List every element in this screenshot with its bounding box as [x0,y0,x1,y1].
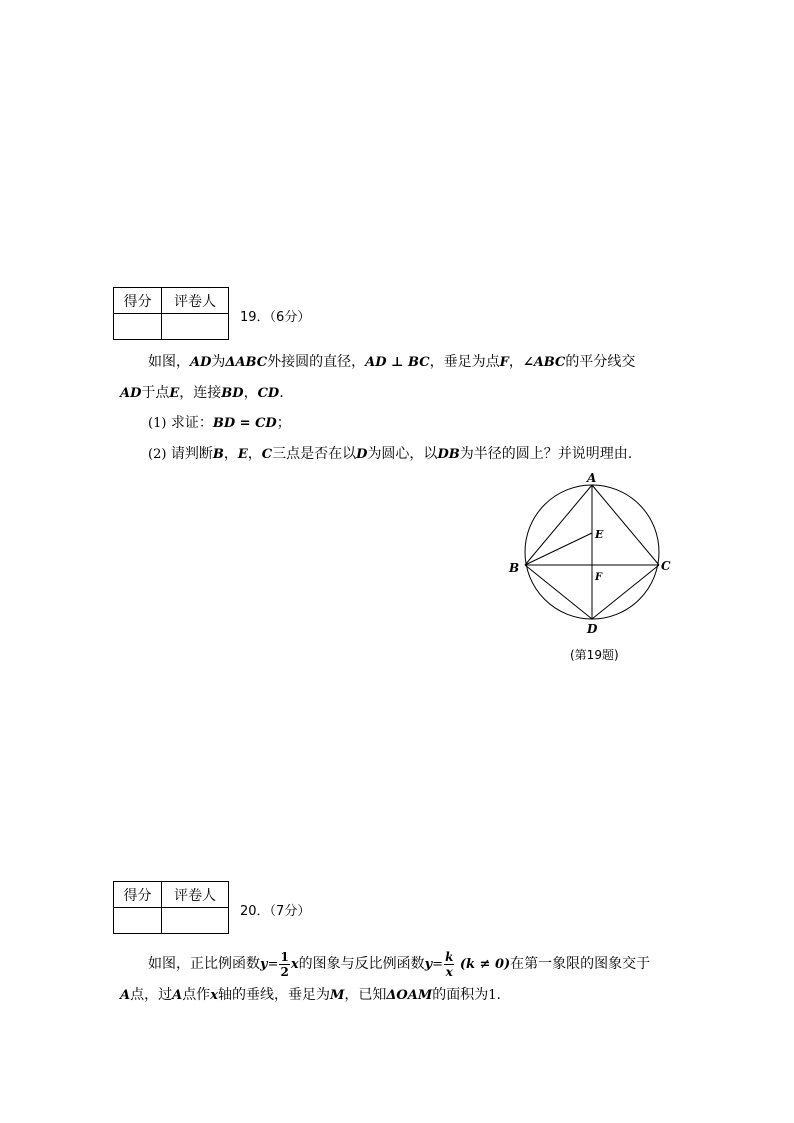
question-number-19: 19．（6分） [240,310,311,325]
score-table-19 [113,287,229,340]
q19-part-1: (1) 求证：BD = CD； [148,415,291,431]
segment-AB [525,485,592,565]
q20-line-2: A点，过A点作x轴的垂线，垂足为M，已知ΔOAM的面积为1. [120,987,501,1003]
score-header: 得分 [114,882,162,908]
label-E: E [595,528,604,541]
grader-header: 评卷人 [162,288,229,314]
fraction-one-half: $\frac{1}{2}$ [280,949,289,979]
figure-caption-19: (第19题) [570,648,619,662]
label-F: F [595,572,603,583]
label-D: D [587,622,598,636]
q20-line-1: 如图，正比例函数y= $\frac{1}{2}$ x的图象与反比例函数y= $\frac{k}{x}$ (k ≠ 0)在第一象限的图象交于 [148,949,651,979]
segment-BE [525,533,592,565]
score-table-20 [113,881,229,934]
score-header: 得分 [114,288,162,314]
fraction-k-over-x: $\frac{k}{x}$ [445,949,454,979]
q19-part-2: (2) 请判断B，E，C三点是否在以D为圆心，以DB为半径的圆上？并说明理由. [148,446,633,462]
grader-cell [162,314,229,340]
question-number-20: 20．（7分） [240,904,311,919]
geometry-figure-19 [500,465,690,640]
label-C: C [661,559,671,573]
score-cell [114,314,162,340]
question-20-stem [120,940,680,1010]
label-A: A [587,471,597,485]
segment-BD [525,565,592,619]
label-B: B [509,561,520,575]
grader-cell [162,908,229,934]
score-cell [114,908,162,934]
grader-header: 评卷人 [162,882,229,908]
q19-line-2: AD于点E，连接BD，CD. [120,385,284,401]
q19-line-1: 如图，AD为ΔABC外接圆的直径，AD ⊥ BC，垂足为点F，∠ABC的平分线交 [148,354,636,370]
question-19-stem [120,352,680,462]
segment-AC [592,485,659,565]
